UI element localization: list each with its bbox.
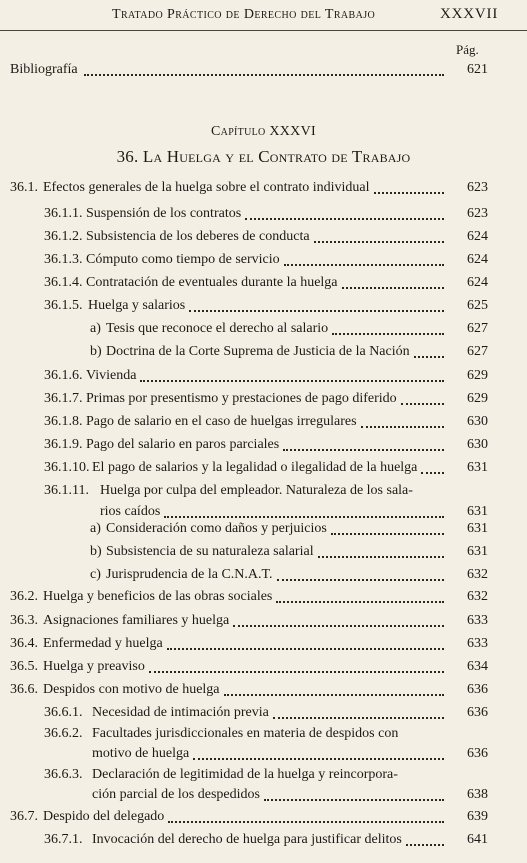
toc-entry-page: 633	[467, 613, 488, 628]
toc-entry	[44, 250, 488, 270]
toc-entry-number: 36.1.7.	[44, 391, 83, 406]
dot-leader	[361, 426, 444, 428]
toc-entry-number: 36.3.	[10, 613, 38, 628]
toc-entry	[44, 481, 488, 522]
toc-entry-page: 634	[467, 659, 488, 674]
toc-entry	[44, 412, 488, 432]
toc-entry	[10, 611, 488, 631]
toc-entry-page: 631	[467, 544, 488, 559]
toc-entry-text: Despidos con motivo de huelga	[43, 682, 220, 697]
toc-entry-number: 36.6.1.	[44, 705, 83, 720]
dot-leader	[276, 601, 444, 603]
toc-entry-text: Asignaciones familiares y huelga	[43, 613, 230, 628]
toc-entry-number: 36.1.3.	[44, 252, 83, 267]
toc-entry-text: Bibliografía	[10, 62, 78, 77]
toc-entry-text: Pago de salario en el caso de huelgas irregulares	[86, 414, 357, 429]
toc-entry-page: 629	[467, 391, 488, 406]
toc-entry-text: Subsistencia de los deberes de conducta	[86, 229, 310, 244]
toc-entry-page: 624	[467, 275, 488, 290]
dot-leader	[284, 264, 444, 266]
toc-entry-page: 624	[467, 252, 488, 267]
dot-leader	[164, 516, 444, 518]
toc-entry-text: Jurisprudencia de la C.N.A.T.	[106, 567, 273, 582]
dot-leader	[342, 287, 444, 289]
toc-entry-text: Invocación del derecho de huelga para justificar delitos	[92, 832, 402, 847]
toc-entry-number: 36.1.8.	[44, 414, 83, 429]
dot-leader	[224, 694, 444, 696]
toc-entry	[10, 178, 488, 198]
toc-entry-text: Huelga y preaviso	[43, 659, 145, 674]
toc-entry-page: 621	[467, 62, 488, 77]
toc-entry-text: Doctrina de la Corte Suprema de Justicia de la Nación	[106, 344, 410, 359]
dot-leader	[168, 821, 444, 823]
dot-leader	[318, 556, 444, 558]
dot-leader	[149, 671, 444, 673]
toc-entry-number: b)	[90, 344, 102, 359]
toc-entry-text: Necesidad de intimación previa	[92, 705, 269, 720]
toc-entry-page: 624	[467, 229, 488, 244]
toc-entry	[44, 389, 488, 409]
running-header	[0, 0, 527, 31]
toc-entry	[10, 680, 488, 700]
toc-entry-page: 633	[467, 636, 488, 651]
toc-entry-number: 36.1.5.	[44, 298, 83, 313]
toc-entry-page: 627	[467, 344, 488, 359]
toc-entry-number: c)	[90, 567, 101, 582]
toc-entry-page: 638	[467, 787, 488, 802]
dot-leader	[332, 333, 444, 335]
page-column-label: Pág.	[456, 42, 479, 57]
toc-entry-text-line1: Facultades jurisdiccionales en materia de despidos con	[92, 726, 399, 741]
toc-entry-page: 630	[467, 414, 488, 429]
toc-entry-text: rios caídos	[100, 504, 161, 519]
toc-entry-text: Subsistencia de su naturaleza salarial	[106, 544, 314, 559]
toc-entry	[90, 519, 488, 539]
chapter-title: 36. La Huelga y el Contrato de Trabajo	[116, 147, 411, 166]
toc-entry-page: 636	[467, 746, 488, 761]
toc-entry-page: 623	[467, 180, 488, 195]
toc-entry-text: Suspensión de los contratos	[86, 206, 242, 221]
dot-leader	[314, 241, 444, 243]
toc-entry-page: 632	[467, 567, 488, 582]
toc-entry-number: 36.1.10.	[44, 460, 90, 475]
toc-entry-text: Pago del salario en paros parciales	[86, 437, 280, 452]
toc-entry-text: ción parcial de los despedidos	[92, 787, 260, 802]
toc-entry-text: Cómputo como tiempo de servicio	[86, 252, 280, 267]
toc-entry-page: 627	[467, 321, 488, 336]
toc-entry	[10, 807, 488, 827]
toc-entry-text: Tesis que reconoce el derecho al salario	[106, 321, 329, 336]
dot-leader	[331, 533, 444, 535]
toc-entry-number: 36.1.6.	[44, 368, 83, 383]
toc-entry-page: 632	[467, 589, 488, 604]
toc-entry	[44, 765, 488, 805]
dot-leader	[374, 192, 444, 194]
toc-entry-number: 36.7.1.	[44, 832, 83, 847]
toc-entry-number: 36.1.	[10, 180, 38, 195]
toc-entry	[44, 366, 488, 386]
dot-leader	[264, 799, 444, 801]
toc-entry	[44, 204, 488, 224]
toc-entry-number: 36.1.11.	[44, 483, 89, 498]
toc-entry-number: 36.1.2.	[44, 229, 83, 244]
toc-entry-page: 625	[467, 298, 488, 313]
toc-entry	[10, 634, 488, 654]
toc-entry-number: a)	[90, 321, 101, 336]
toc-entry-page: 631	[467, 504, 488, 519]
toc-entry-number: 36.6.3.	[44, 767, 83, 782]
toc-entry	[44, 273, 488, 293]
toc-entry-page: 641	[467, 832, 488, 847]
toc-entry-page: 629	[467, 368, 488, 383]
toc-entry-text-line1: Huelga por culpa del empleador. Naturaleza de los sala-	[100, 483, 413, 498]
toc-entry-text: Huelga y salarios	[88, 298, 186, 313]
chapter-label: Capítulo XXXVI	[211, 124, 316, 139]
toc-entry-text: Huelga y beneficios de las obras sociales	[43, 589, 273, 604]
toc-entry-page: 631	[467, 521, 488, 536]
dot-leader	[414, 356, 444, 358]
toc-entry-text: Efectos generales de la huelga sobre el contrato individual	[43, 180, 370, 195]
toc-entry-text: Enfermedad y huelga	[43, 636, 163, 651]
toc-entry	[44, 830, 488, 850]
toc-entry-text: Despido del delegado	[43, 809, 165, 824]
dot-leader	[283, 449, 444, 451]
toc-entry	[90, 342, 488, 362]
dot-leader	[273, 717, 444, 719]
toc-entry-number: 36.4.	[10, 636, 38, 651]
toc-entry	[44, 703, 488, 723]
toc-entry	[44, 227, 488, 247]
toc-entry-text-line1: Declaración de legitimidad de la huelga y reincorpora-	[92, 767, 398, 782]
toc-entry-page: 636	[467, 682, 488, 697]
toc-entry	[44, 296, 488, 316]
toc-entry	[44, 435, 488, 455]
toc-entry-text: Consideración como daños y perjuicios	[106, 521, 327, 536]
toc-entry-page: 630	[467, 437, 488, 452]
dot-leader	[193, 758, 444, 760]
toc-entry	[10, 657, 488, 677]
toc-entry-text: Contratación de eventuales durante la huelga	[86, 275, 338, 290]
toc-entry-page: 631	[467, 460, 488, 475]
dot-leader	[406, 844, 444, 846]
toc-entry-text: Primas por presentismo y prestaciones de pago diferido	[86, 391, 397, 406]
toc-entry-number: 36.7.	[10, 809, 38, 824]
dot-leader	[189, 310, 444, 312]
dot-leader	[84, 74, 444, 76]
toc-entry-page: 623	[467, 206, 488, 221]
toc-entry	[44, 724, 488, 764]
toc-entry-number: 36.5.	[10, 659, 38, 674]
toc-entry-number: 36.6.2.	[44, 726, 83, 741]
dot-leader	[401, 403, 444, 405]
dot-leader	[245, 218, 444, 220]
toc-entry-number: 36.2.	[10, 589, 38, 604]
toc-entry	[90, 542, 488, 562]
dot-leader	[233, 625, 444, 627]
dot-leader	[167, 648, 444, 650]
toc-entry-number: b)	[90, 544, 102, 559]
dot-leader	[277, 579, 444, 581]
toc-entry-number: 36.6.	[10, 682, 38, 697]
toc-entry	[44, 458, 488, 478]
dot-leader	[421, 472, 444, 474]
toc-entry-text: Vivienda	[86, 368, 137, 383]
toc-entry	[90, 565, 488, 585]
toc-entry-page: 639	[467, 809, 488, 824]
dot-leader	[140, 380, 444, 382]
running-header-page-number: XXXVII	[440, 6, 499, 22]
toc-entry-text: motivo de huelga	[92, 746, 190, 761]
toc-entry-page: 636	[467, 705, 488, 720]
toc-entry-text: El pago de salarios y la legalidad o ilegalidad de la huelga	[92, 460, 418, 475]
toc-entry-number: 36.1.4.	[44, 275, 83, 290]
toc-entry-bibliography	[10, 60, 488, 80]
toc-entry-number: 36.1.1.	[44, 206, 83, 221]
toc-entry-number: 36.1.9.	[44, 437, 83, 452]
toc-entry	[90, 319, 488, 339]
toc-entry	[10, 587, 488, 607]
toc-entry-number: a)	[90, 521, 101, 536]
running-header-title: Tratado Práctico de Derecho del Trabajo	[112, 7, 376, 22]
